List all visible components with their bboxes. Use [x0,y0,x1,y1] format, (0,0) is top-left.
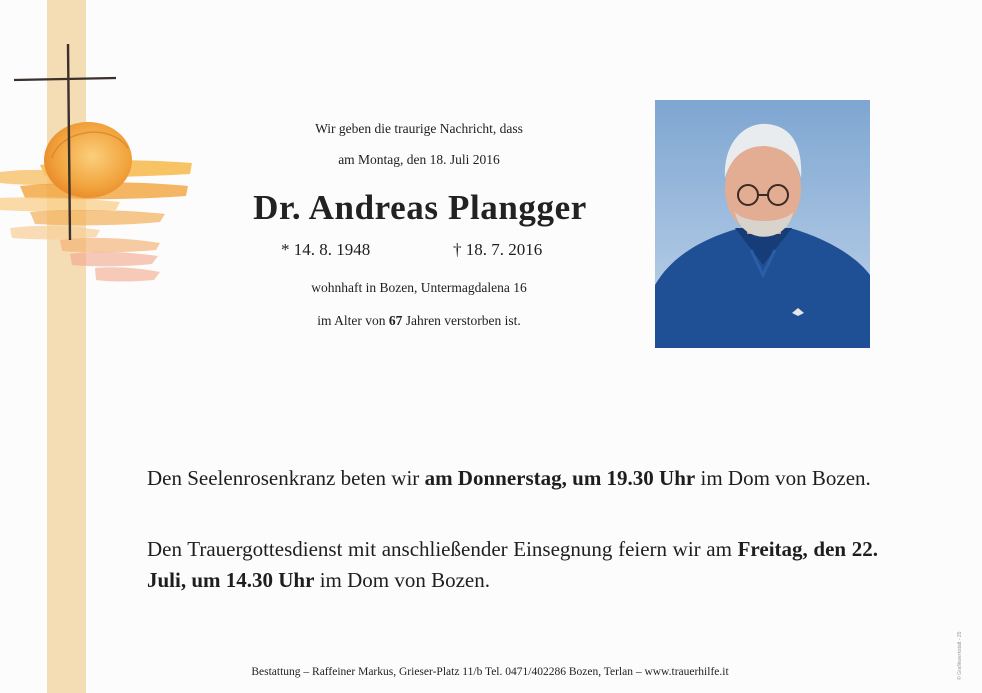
age-value: 67 [388,313,403,328]
rosary-paragraph [147,463,878,494]
undertaker-footer: Bestattung – Raffeiner Markus, Grieser-Platz 11/b Tel. 0471/402286 Bozen, Terlan – www.trauerhilfe.it [251,666,729,678]
death-date: † 18. 7. 2016 [453,240,543,259]
portrait-photo [655,100,870,348]
rosary-time: am Donnerstag, um 19.30 Uhr [424,466,696,490]
death-date-line: am Montag, den 18. Juli 2016 [338,152,500,167]
designer-credit: © Grafikwerkstatt - 25 [957,631,963,680]
funeral-text-start: Den Trauergottesdienst mit anschließender Einsegnung feiern wir am [147,537,738,561]
deceased-name: Dr. Andreas Plangger [253,188,587,227]
age-suffix: Jahren verstorben ist. [402,313,521,328]
rosary-text-start: Den Seelenrosenkranz beten wir [147,466,425,490]
sun-shape [44,122,132,198]
funeral-time: Freitag, den 22. Juli, um 14.30 Uhr [147,537,878,592]
birth-date: * 14. 8. 1948 [281,240,371,259]
funeral-text-end: im Dom von Bozen. [314,568,491,592]
age-prefix: im Alter von [317,313,389,328]
age-line [222,313,616,329]
rosary-text-end: im Dom von Bozen. [695,466,871,490]
funeral-paragraph [147,534,878,596]
residence-line: wohnhaft in Bozen, Untermagdalena 16 [311,280,527,295]
cross-sunset-emblem [0,40,200,300]
intro-line: Wir geben die traurige Nachricht, dass [315,121,523,136]
